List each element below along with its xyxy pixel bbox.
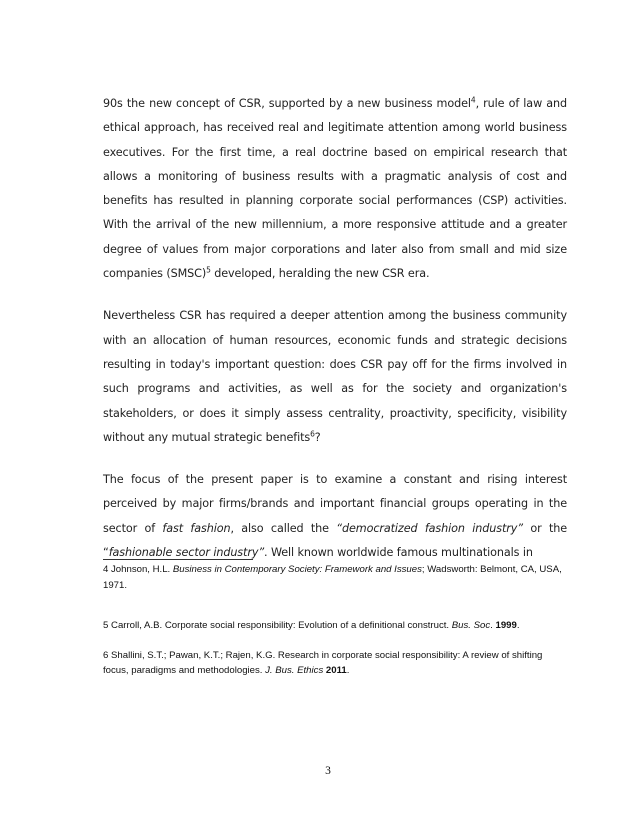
footnote-text-end: . <box>346 665 350 676</box>
paragraph-3-text-cont: , also called the <box>230 521 337 535</box>
footnote-year: 2011 <box>325 665 347 676</box>
footnote-text-end: ; Wadsworth: Belmont, CA, USA, 1971. <box>103 564 562 591</box>
page-number: 3 <box>325 765 331 777</box>
footnote-text-end: . <box>516 620 520 631</box>
footnote-text: Shallini, S.T.; Pawan, K.T.; Rajen, K.G. Research in corporate social responsibility: A review of shifting focus, paradigms and methodologies. <box>103 649 543 676</box>
paragraph-2 <box>103 304 567 450</box>
paragraph-1-text: 90s the new concept of CSR, supported by a new business model <box>103 97 471 110</box>
footnote-sep: . <box>490 620 496 631</box>
footnote-number: 6 <box>103 649 109 661</box>
footnote-separator <box>103 559 253 560</box>
paragraph-2-text-end: ? <box>314 430 321 444</box>
footnote-text: Carroll, A.B. Corporate social responsibility: Evolution of a definitional construct. <box>108 620 452 631</box>
footnotes <box>103 562 567 679</box>
footnote-ref-4: 4 <box>470 95 476 105</box>
paragraph-1-text-cont: , rule of law and ethical approach, has received real and legitimate attention among world business executives. For the first time, a real doctrine based on empirical research that allows a monitoring of business results with a pragmatic analysis of cost and benefits has resulted in planning corporate social performances (CSP) activities. With the arrival of the new millennium, a more responsive attitude and a greater degree of values from major corporations and later also from small and mid size companies (SMSC) <box>103 97 567 281</box>
paragraph-3 <box>103 468 567 565</box>
footnote-number: 4 <box>103 564 109 575</box>
paragraph-1 <box>103 92 567 286</box>
footnote-title: Business in Contemporary Society: Framework and Issues <box>172 564 422 575</box>
footnote-journal: J. Bus. Ethics <box>265 665 324 676</box>
paragraph-1-text-end: developed, heralding the new CSR era. <box>210 267 430 281</box>
emphasis-fashionable-sector: fashionable sector industry” <box>108 546 265 560</box>
footnote-text: Johnson, H.L. <box>108 564 173 575</box>
footnote-journal: Bus. Soc <box>451 620 491 631</box>
paragraph-3-text-end: . Well known worldwide famous multinationals in <box>264 546 533 560</box>
body-text <box>103 92 567 583</box>
footnote-6 <box>103 648 567 679</box>
paragraph-3-text: The focus of the present paper is to examine a constant and rising interest perceived by major firms/brands and important financial groups operating in the sector of <box>103 473 567 535</box>
footnote-number: 5 <box>103 620 109 631</box>
footnote-5 <box>103 618 567 634</box>
paragraph-3-text-cont2: or the “ <box>103 521 568 560</box>
footnote-ref-5: 5 <box>206 265 211 275</box>
footnote-4 <box>103 562 567 593</box>
paragraph-2-text: Nevertheless CSR has required a deeper attention among the business community with an allocation of human resources, economic funds and strategic decisions resulting in today's important question: does CSR pay off for the firms involved in such programs and activities, as well as for the society and organization's stakeholders, or does it simply assess centrality, proactivity, specificity, visibility without any mutual strategic benefits <box>103 309 567 444</box>
emphasis-democratized-fashion: “democratized fashion industry” <box>336 521 523 535</box>
footnote-year: 1999 <box>495 620 517 631</box>
footnote-ref-6: 6 <box>310 429 315 439</box>
emphasis-fast-fashion: fast fashion <box>162 521 231 535</box>
